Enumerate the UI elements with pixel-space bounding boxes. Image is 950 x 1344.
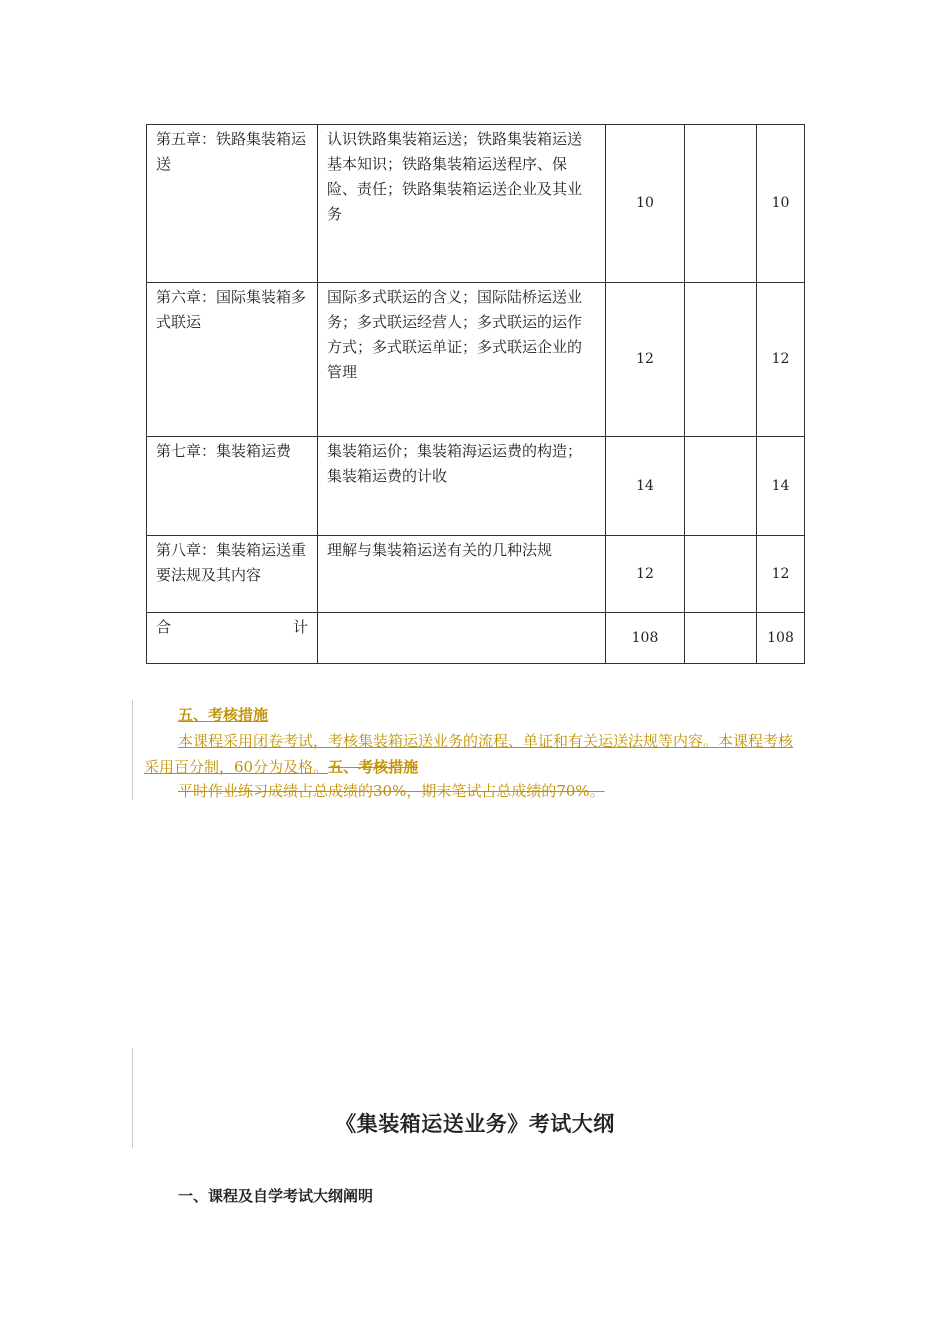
hours-cell: 10 — [606, 125, 685, 283]
hours-cell: 12 — [606, 536, 685, 613]
total-hours-cell-empty — [685, 613, 757, 664]
deleted-paragraph — [144, 778, 804, 804]
total-label-right: 计 — [292, 618, 308, 636]
deleted-text: 平时作业练习成绩占总成绩的30%，期末笔试占总成绩的70%。 — [178, 782, 605, 800]
table-row — [147, 125, 805, 283]
course-hours-table — [146, 124, 805, 664]
total-hours-sum-cell: 108 — [757, 613, 805, 664]
total-label-left: 合 — [156, 618, 172, 636]
content-cell: 国际多式联运的含义；国际陆桥运送业务；多式联运经营人；多式联运的运作方式；多式联运单证；多式联运企业的管理 — [318, 283, 606, 437]
deleted-heading-text: 五、考核措施 — [328, 758, 419, 776]
content-cell: 理解与集装箱运送有关的几种法规 — [318, 536, 606, 613]
exam-outline-title: 《集装箱运送业务》考试大纲 — [335, 1112, 615, 1136]
table-row — [147, 536, 805, 613]
assessment-heading: 五、考核措施 — [178, 706, 269, 724]
total-label-cell — [147, 613, 318, 664]
hours-cell-empty — [685, 283, 757, 437]
hours-cell-empty — [685, 125, 757, 283]
total-content-cell — [318, 613, 606, 664]
chapter-cell: 第六章：国际集装箱多式联运 — [147, 283, 318, 437]
total-hours-cell: 108 — [606, 613, 685, 664]
hours-total-cell: 10 — [757, 125, 805, 283]
content-cell: 认识铁路集装箱运送；铁路集装箱运送基本知识；铁路集装箱运送程序、保险、责任；铁路集装箱运送企业及其业务 — [318, 125, 606, 283]
revision-change-bar — [132, 700, 133, 800]
chapter-cell: 第七章：集装箱运费 — [147, 437, 318, 536]
hours-total-cell: 12 — [757, 283, 805, 437]
table-total-row — [147, 613, 805, 664]
hours-total-cell: 14 — [757, 437, 805, 536]
assessment-paragraph — [144, 728, 804, 780]
hours-cell: 14 — [606, 437, 685, 536]
hours-total-cell: 12 — [757, 536, 805, 613]
chapter-cell: 第八章：集装箱运送重要法规及其内容 — [147, 536, 318, 613]
chapter-cell: 第五章：铁路集装箱运送 — [147, 125, 318, 283]
content-cell: 集装箱运价；集装箱海运运费的构造；集装箱运费的计收 — [318, 437, 606, 536]
inserted-text: 本课程采用闭卷考试，考核集装箱运送业务的流程、单证和有关运送法规等内容。本课程考核采用百分制，60分为及格。 — [144, 732, 794, 776]
section-heading-1: 一、课程及自学考试大纲阐明 — [178, 1187, 374, 1205]
table-row — [147, 283, 805, 437]
hours-cell-empty — [685, 536, 757, 613]
hours-cell-empty — [685, 437, 757, 536]
table-row — [147, 437, 805, 536]
hours-cell: 12 — [606, 283, 685, 437]
